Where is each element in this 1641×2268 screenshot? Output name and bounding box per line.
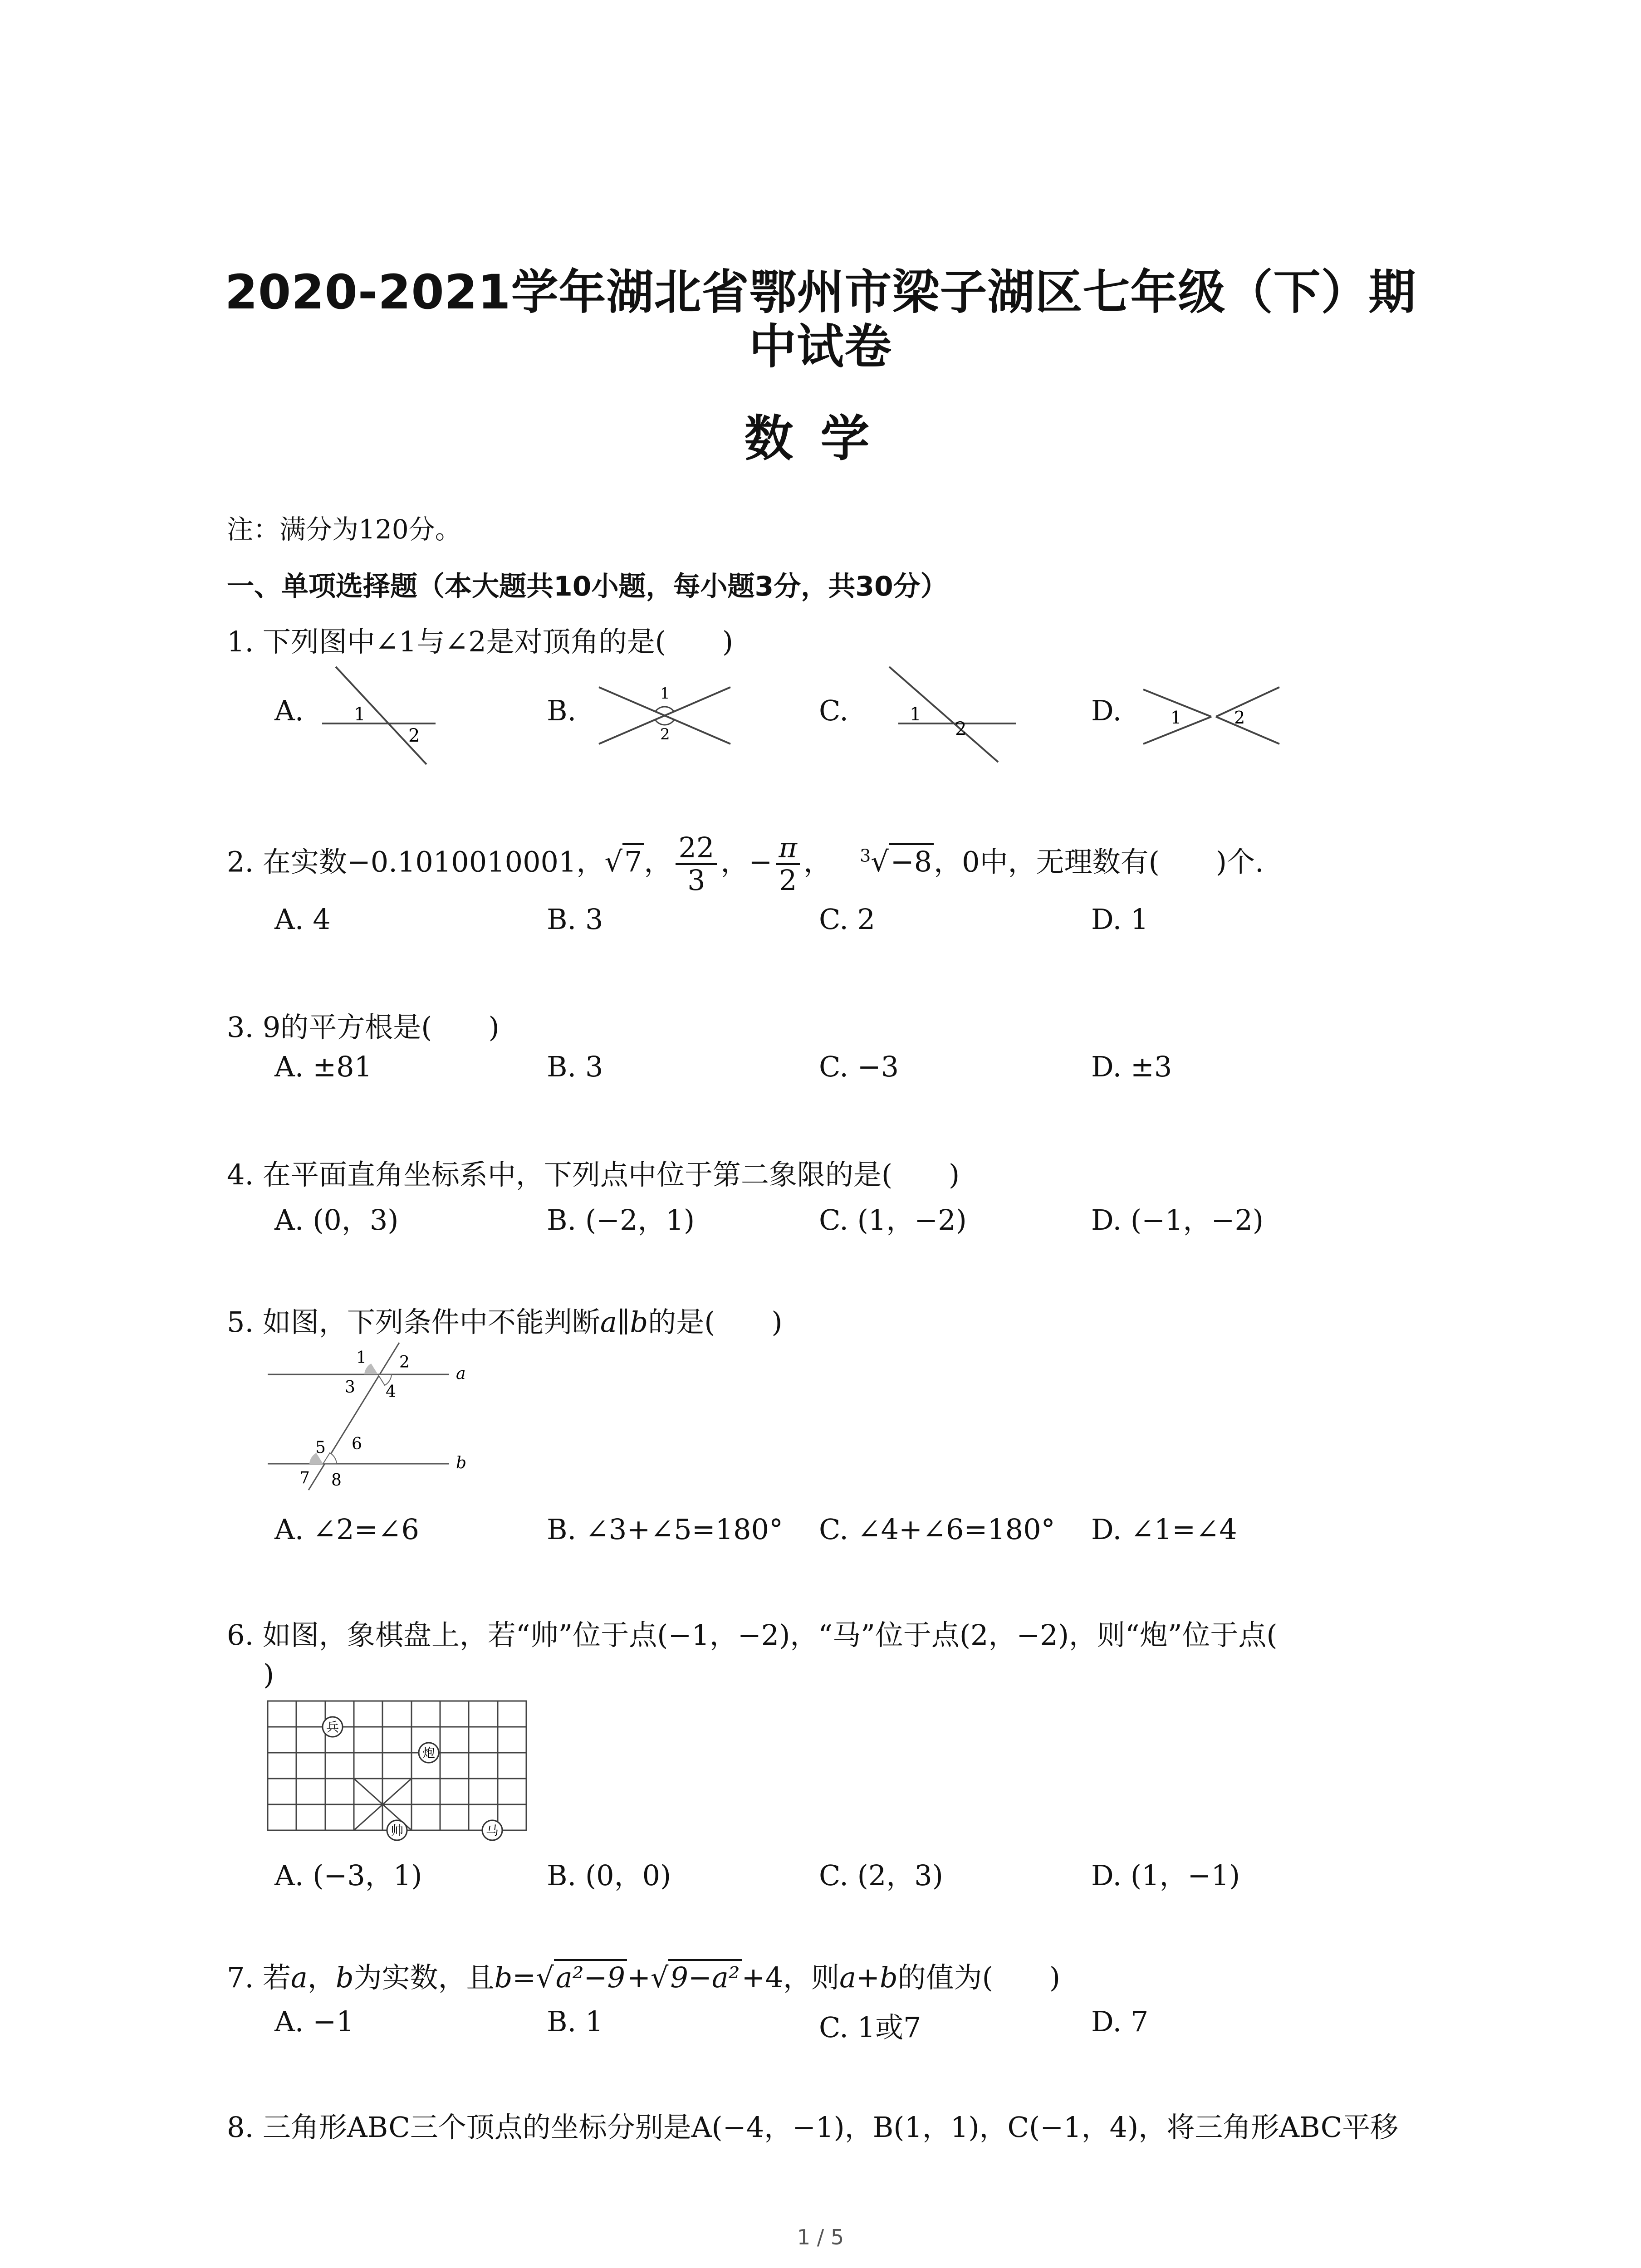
q2-cbrt-radicand: −8 xyxy=(889,843,934,878)
q5-option-c: C. ∠4+∠6=180° xyxy=(819,1513,1055,1546)
q1-figure-b xyxy=(594,676,735,753)
q1d-angle-1: 1 xyxy=(1171,708,1182,728)
q5-angle-6: 6 xyxy=(352,1435,362,1453)
q7-expr-a-plus-b: a+b xyxy=(839,1961,898,1994)
q5-line-b: b xyxy=(456,1454,467,1472)
q2-minus-sign: − xyxy=(749,845,773,879)
q1-figure-a xyxy=(318,662,445,767)
q7-option-a: A. −1 xyxy=(274,2005,354,2038)
q2-option-c: C. 2 xyxy=(819,903,876,936)
page-number: 1 / 5 xyxy=(797,2225,844,2249)
q3-option-b: B. 3 xyxy=(547,1050,603,1083)
q5-angle-1: 1 xyxy=(356,1349,367,1367)
q2-pi: π xyxy=(776,832,800,865)
q5-line-a: a xyxy=(456,1364,466,1383)
q1-option-b-label: B. xyxy=(547,694,577,727)
q5-angle-2: 2 xyxy=(399,1353,410,1372)
question-8-stem: 8. 三角形ABC三个顶点的坐标分别是A(−4，−1)，B(1，1)，C(−1，4)，将三角形ABC平移 xyxy=(227,2111,1399,2144)
q7-text-post-1: +4，则 xyxy=(741,1961,840,1994)
q7-var-b-2: b xyxy=(494,1961,513,1994)
question-6-stem-line-1: 6. 如图，象棋盘上，若“帅”位于点(−1，−2)，“马”位于点(2，−2)，则“炮”位于点( xyxy=(227,1618,1278,1652)
q2-pi-denominator: 2 xyxy=(779,864,797,897)
q1-figure-d xyxy=(1139,680,1284,748)
q6-option-c: C. (2，3) xyxy=(819,1859,943,1892)
title-line-1: 2020-2021学年湖北省鄂州市梁子湖区七年级（下）期 xyxy=(225,264,1416,320)
subject-title: 数学 xyxy=(744,411,897,467)
q3-option-d: D. ±3 xyxy=(1091,1050,1172,1083)
q7-text-pre: 7. 若 xyxy=(227,1961,291,1994)
q5-text-pre: 5. 如图，下列条件中不能判断 xyxy=(227,1305,600,1339)
q6-piece-ma-label: 马 xyxy=(485,1823,499,1838)
q2-fraction-denominator: 3 xyxy=(687,864,705,897)
q7-sqrt-1-radicand: a²−9 xyxy=(554,1959,627,1994)
question-3-stem: 3. 9的平方根是( ) xyxy=(227,1011,500,1044)
q5-option-b: B. ∠3+∠5=180° xyxy=(547,1513,784,1546)
q1a-angle-2: 2 xyxy=(408,725,420,746)
q1b-angle-1: 1 xyxy=(660,684,670,703)
q5-angle-8: 8 xyxy=(331,1471,342,1490)
q6-piece-bing xyxy=(323,1717,343,1737)
q5-text-post: 的是( ) xyxy=(648,1305,783,1339)
q6-piece-pao-label: 炮 xyxy=(422,1745,436,1760)
question-4-stem: 4. 在平面直角坐标系中，下列点中位于第二象限的是( ) xyxy=(227,1158,960,1191)
q1c-angle-2: 2 xyxy=(955,719,967,739)
q7-sqrt-2-radicand: 9−a² xyxy=(668,1959,741,1994)
q2-text-post: ，0中，无理数有( )个. xyxy=(934,845,1264,879)
q5-parallel-lines-figure xyxy=(263,1340,476,1497)
q2-fraction-22-3 xyxy=(676,832,717,896)
q7-text-post-2: 的值为( ) xyxy=(897,1961,1061,1994)
q6-piece-pao xyxy=(419,1743,439,1763)
q2-sqrt-7: √7 xyxy=(604,845,644,878)
q1d-angle-2: 2 xyxy=(1234,708,1245,728)
title-line-2: 中试卷 xyxy=(749,319,892,374)
q1-option-c-label: C. xyxy=(819,694,848,727)
q6-option-b: B. (0，0) xyxy=(547,1859,671,1892)
q7-option-d: D. 7 xyxy=(1091,2005,1149,2038)
question-5-stem xyxy=(227,1300,783,1340)
q1-figure-c xyxy=(871,662,1021,767)
q7-text-mid: 为实数，且 xyxy=(353,1961,495,1994)
question-1-stem: 1. 下列图中∠1与∠2是对顶角的是( ) xyxy=(227,625,734,658)
q7-equals: = xyxy=(512,1961,536,1994)
q5-var-b: b xyxy=(630,1305,648,1339)
q2-fraction-pi-2 xyxy=(776,832,800,896)
q2-option-a: A. 4 xyxy=(274,903,331,936)
q7-plus: + xyxy=(627,1961,651,1994)
q2-option-b: B. 3 xyxy=(547,903,603,936)
q1b-angle-2: 2 xyxy=(660,725,670,743)
q2-option-d: D. 1 xyxy=(1091,903,1149,936)
q5-angle-5: 5 xyxy=(315,1438,326,1457)
q1a-angle-1: 1 xyxy=(354,704,366,725)
q5-angle-4: 4 xyxy=(386,1383,396,1401)
section-heading: 一、单项选择题（本大题共10小题，每小题3分，共30分） xyxy=(227,571,948,602)
q7-sqrt-2: √9−a² xyxy=(651,1961,742,1994)
q5-option-a: A. ∠2=∠6 xyxy=(274,1513,419,1546)
q1-option-d-label: D. xyxy=(1091,694,1122,727)
q6-piece-bing-label: 兵 xyxy=(326,1720,339,1735)
q5-parallel: ∥ xyxy=(617,1305,630,1339)
q2-cbrt-index: 3 xyxy=(860,846,871,866)
q7-option-b: B. 1 xyxy=(547,2005,603,2038)
question-7-stem xyxy=(227,1955,1060,1995)
q1c-angle-1: 1 xyxy=(910,704,921,725)
q4-option-d: D. (−1，−2) xyxy=(1091,1203,1264,1237)
question-6-stem-line-2: ) xyxy=(263,1658,274,1691)
q3-option-a: A. ±81 xyxy=(274,1050,372,1083)
q4-option-a: A. (0，3) xyxy=(274,1203,399,1237)
q7-sqrt-1: √a²−9 xyxy=(536,1961,627,1994)
q6-option-a: A. (−3，1) xyxy=(274,1859,422,1892)
q1-option-a-label: A. xyxy=(274,694,304,727)
q7-var-a: a xyxy=(290,1961,308,1994)
q2-cbrt: √−8 xyxy=(871,845,934,878)
note: 注：满分为120分。 xyxy=(227,514,461,545)
q6-piece-shuai xyxy=(387,1820,407,1840)
q2-text-pre: 2. 在实数−0.1010010001， xyxy=(227,845,605,879)
q5-var-a: a xyxy=(600,1305,617,1339)
q4-option-c: C. (1，−2) xyxy=(819,1203,967,1237)
q6-chessboard-figure xyxy=(265,1699,529,1844)
q5-angle-7: 7 xyxy=(299,1469,310,1487)
q5-option-d: D. ∠1=∠4 xyxy=(1091,1513,1237,1546)
q7-option-c: C. 1或7 xyxy=(819,2011,921,2044)
q3-option-c: C. −3 xyxy=(819,1050,899,1083)
q6-option-d: D. (1，−1) xyxy=(1091,1859,1240,1892)
q5-angle-3: 3 xyxy=(345,1378,355,1397)
question-2-stem: 2. 在实数−0.1010010001，√7， $\frac{22}{3}$ ，− $\frac{\pi}{2}$ ， $^3$√−8，0中，无理数有( )个. xyxy=(227,831,1264,897)
q7-var-b: b xyxy=(335,1961,354,1994)
q6-piece-ma xyxy=(482,1820,502,1840)
q2-fraction-numerator: 22 xyxy=(676,832,717,865)
q6-piece-shuai-label: 帅 xyxy=(390,1823,404,1838)
q2-sqrt-radicand: 7 xyxy=(622,843,644,878)
q7-comma: ， xyxy=(307,1961,336,1994)
q4-option-b: B. (−2，1) xyxy=(547,1203,695,1237)
